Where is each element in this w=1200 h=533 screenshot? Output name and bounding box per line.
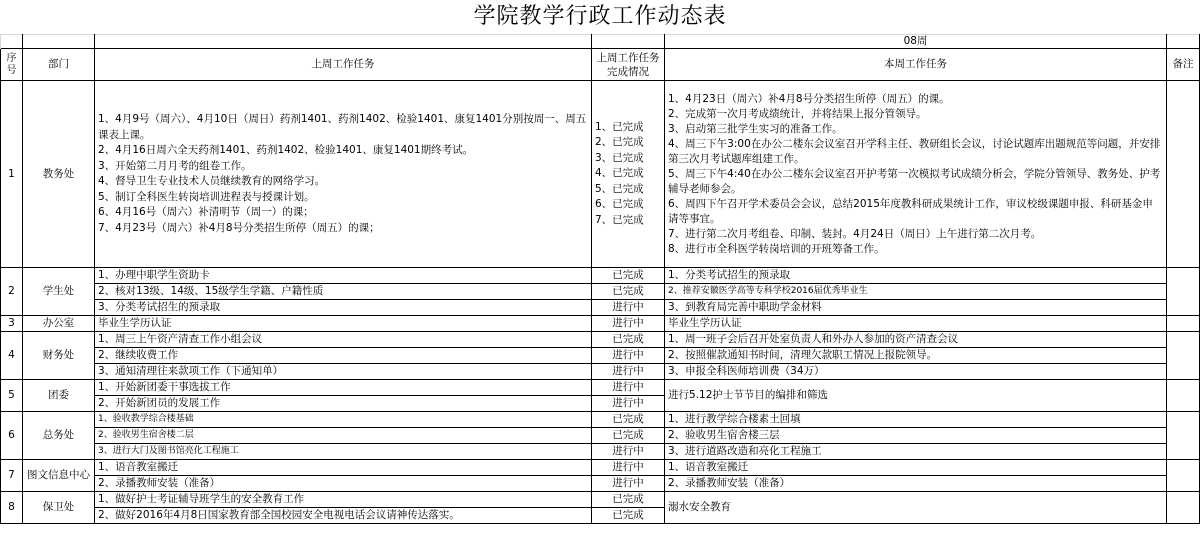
dept-cell: 图文信息中心 <box>23 460 95 492</box>
last-status-cell: 进行中 <box>592 444 665 460</box>
seq-cell: 3 <box>1 316 23 332</box>
seq-cell: 4 <box>1 332 23 380</box>
table-row <box>1 444 1200 460</box>
remark-cell <box>1167 380 1200 412</box>
table-row <box>1 284 1200 300</box>
this-tasks-cell: 1、4月23日（周六）补4月8号分类招生所停（周五）的课。 2、完成第一次月考成绩统计，并将结果上报分管领导。 3、启动第三批学生实习的准备工作。 4、周三下午3:00在办公二楼东会议室召开学科主任、教研组长会议，讨论试题库出题规范等问题，并安排第三次月考试题库组建工作。 5、周三下午4:40在办公二楼东会议室召开护考第一次模拟考试成绩分析会，学院分管领导、教务处、护考辅导老师参会。 6、周四下午召开学术委员会会议，总结2015年度教科研成果统计工作，审议校级课题申报、科研基金申请等事宜。 7、进行第二次月考组卷、印制、装封。4月24日（周日）上午进行第二次月考。 8、进行市全科医学转岗培训的开班筹备工作。 <box>665 81 1167 268</box>
header-dept: 部门 <box>23 49 95 81</box>
week-label: 08周 <box>665 35 1167 49</box>
table-row <box>1 348 1200 364</box>
last-status-cell: 已完成 <box>592 412 665 428</box>
last-status-cell: 已完成 <box>592 428 665 444</box>
last-tasks-cell: 1、语音教室搬迁 <box>95 460 592 476</box>
remark-cell <box>1167 332 1200 380</box>
last-tasks-cell: 毕业生学历认证 <box>95 316 592 332</box>
last-status-cell: 进行中 <box>592 348 665 364</box>
last-tasks-cell: 2、继续收费工作 <box>95 348 592 364</box>
last-tasks-cell: 2、做好2016年4月8日国家教育部全国校园安全电视电话会议请神传达落实。 <box>95 508 592 524</box>
last-tasks-cell: 2、录播教师安装（准备） <box>95 476 592 492</box>
last-tasks-cell: 3、分类考试招生的预录取 <box>95 300 592 316</box>
this-tasks-cell: 2、录播教师安装（准备） <box>665 476 1167 492</box>
this-tasks-cell: 2、推荐安徽医学高等专科学校2016届优秀毕业生 <box>665 284 1167 300</box>
table-row <box>1 300 1200 316</box>
last-tasks-cell: 1、做好护士考证辅导班学生的安全教育工作 <box>95 492 592 508</box>
this-tasks-cell: 毕业生学历认证 <box>665 316 1167 332</box>
dept-cell: 学生处 <box>23 268 95 316</box>
work-status-table <box>0 34 1200 524</box>
last-status-cell: 已完成 <box>592 492 665 508</box>
last-status-cell: 进行中 <box>592 300 665 316</box>
table-row <box>1 460 1200 476</box>
header-row <box>1 49 1200 81</box>
seq-cell: 6 <box>1 412 23 460</box>
page-title: 学院教学行政工作动态表 <box>473 4 727 29</box>
last-tasks-cell: 1、4月9号（周六）、4月10日（周日）药剂1401、药剂1402、检验1401、康复1401分别按周一、周五课表上课。 2、4月16日周六全天药剂1401、药剂1402、检验1401、康复1401期终考试。 3、开始第二月月考的组卷工作。 4、督导卫生专业技术人员继续教育的网络学习。 5、制订全科医生转岗培训进程表与授课计划。 6、4月16号（周六）补清明节（周一）的课； 7、4月23号（周六）补4月8号分类招生所停（周五）的课； <box>95 81 592 268</box>
header-remark: 备注 <box>1167 49 1200 81</box>
this-tasks-cell: 2、验收男生宿舍楼三层 <box>665 428 1167 444</box>
last-status-cell: 已完成 <box>592 284 665 300</box>
header-last-tasks: 上周工作任务 <box>95 49 592 81</box>
table-row <box>1 412 1200 428</box>
remark-cell <box>1167 412 1200 460</box>
last-status-cell: 进行中 <box>592 380 665 396</box>
table-row <box>1 316 1200 332</box>
last-status-cell: 进行中 <box>592 364 665 380</box>
table-row <box>1 81 1200 268</box>
last-status-cell: 已完成 <box>592 268 665 284</box>
last-status-cell: 已完成 <box>592 332 665 348</box>
this-tasks-cell: 1、进行教学综合楼素土回填 <box>665 412 1167 428</box>
this-tasks-cell: 2、按照催款通知书时间，清理欠款职工情况上报院领导。 <box>665 348 1167 364</box>
this-tasks-cell: 3、申报全科医师培训费（34万） <box>665 364 1167 380</box>
this-tasks-cell: 1、语音教室搬迁 <box>665 460 1167 476</box>
last-status-cell: 进行中 <box>592 476 665 492</box>
last-tasks-cell: 3、进行大门及图书馆亮化工程施工 <box>95 444 592 460</box>
last-status-cell: 进行中 <box>592 460 665 476</box>
last-status-cell: 1、已完成 2、已完成 3、已完成 4、已完成 5、已完成 6、已完成 7、已完成 <box>592 81 665 268</box>
table-row <box>1 380 1200 396</box>
header-seq: 序号 <box>1 49 23 81</box>
last-status-cell: 进行中 <box>592 316 665 332</box>
table-row <box>1 492 1200 508</box>
dept-cell: 团委 <box>23 380 95 412</box>
header-last-status: 上周工作任务完成情况 <box>592 49 665 81</box>
dept-cell: 教务处 <box>23 81 95 268</box>
remark-cell <box>1167 460 1200 492</box>
dept-cell: 财务处 <box>23 332 95 380</box>
seq-cell: 1 <box>1 81 23 268</box>
remark-cell <box>1167 492 1200 524</box>
last-tasks-cell: 1、周三上午资产清查工作小组会议 <box>95 332 592 348</box>
table-row <box>1 332 1200 348</box>
week-row <box>1 35 1200 49</box>
last-tasks-cell: 1、验收教学综合楼基础 <box>95 412 592 428</box>
dept-cell: 办公室 <box>23 316 95 332</box>
last-tasks-cell: 1、办理中职学生资助卡 <box>95 268 592 284</box>
last-status-cell: 进行中 <box>592 396 665 412</box>
seq-cell: 5 <box>1 380 23 412</box>
seq-cell: 2 <box>1 268 23 316</box>
header-this-tasks: 本周工作任务 <box>665 49 1167 81</box>
table-row <box>1 364 1200 380</box>
this-tasks-cell: 1、周一班子会后召开处室负责人和外办人参加的资产清查会议 <box>665 332 1167 348</box>
remark-cell <box>1167 316 1200 332</box>
last-tasks-cell: 2、核对13级、14级、15级学生学籍、户籍性质 <box>95 284 592 300</box>
last-tasks-cell: 2、验收男生宿舍楼二层 <box>95 428 592 444</box>
table-row <box>1 268 1200 284</box>
table-row <box>1 476 1200 492</box>
this-tasks-cell: 1、分类考试招生的预录取 <box>665 268 1167 284</box>
last-tasks-cell: 1、开始新团委干事选拔工作 <box>95 380 592 396</box>
this-tasks-cell: 3、到教育局完善中职助学金材料 <box>665 300 1167 316</box>
this-tasks-cell: 溺水安全教育 <box>665 492 1167 524</box>
last-status-cell: 已完成 <box>592 508 665 524</box>
this-tasks-cell: 3、进行道路改造和亮化工程施工 <box>665 444 1167 460</box>
last-tasks-cell: 2、开始新团员的发展工作 <box>95 396 592 412</box>
remark-cell <box>1167 81 1200 268</box>
seq-cell: 7 <box>1 460 23 492</box>
table-row <box>1 428 1200 444</box>
seq-cell: 8 <box>1 492 23 524</box>
last-tasks-cell: 3、通知清理往来款项工作（下通知单） <box>95 364 592 380</box>
this-tasks-cell: 进行5.12护士节节目的编排和筛选 <box>665 380 1167 412</box>
dept-cell: 保卫处 <box>23 492 95 524</box>
remark-cell <box>1167 268 1200 316</box>
dept-cell: 总务处 <box>23 412 95 460</box>
